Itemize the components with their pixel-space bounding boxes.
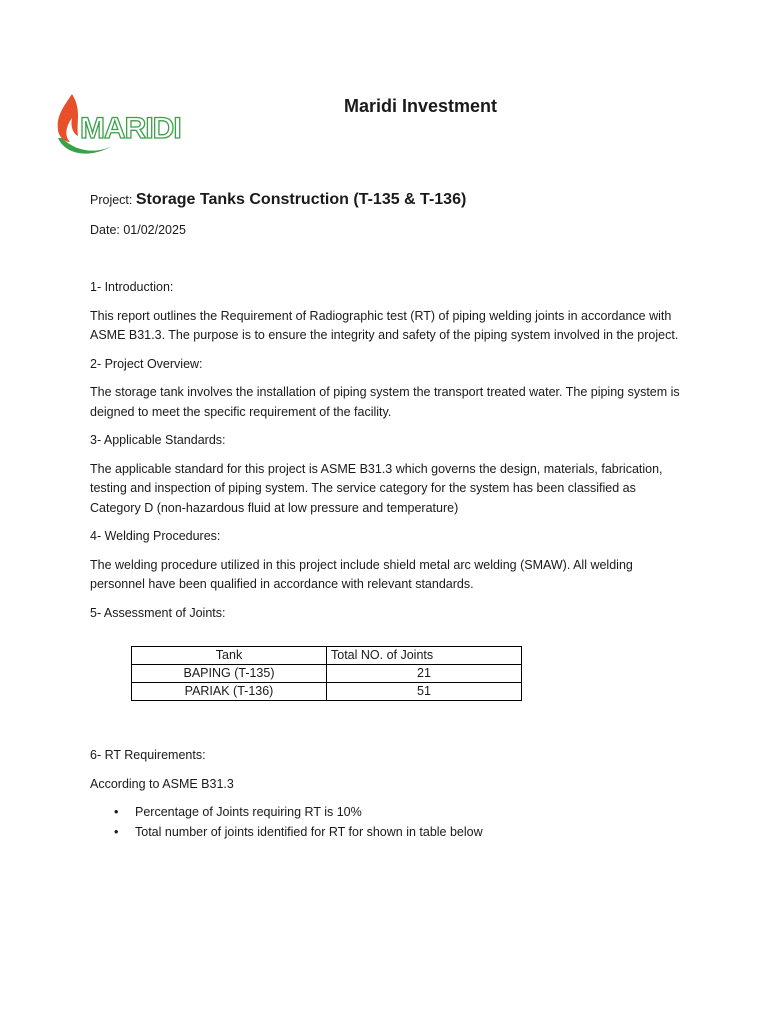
report-date: Date: 01/02/2025	[90, 222, 186, 237]
joints-table	[131, 646, 522, 701]
welding-text: The welding procedure utilized in this project include shield metal arc welding (SMAW). All welding personnel have been qualified in accordance with relevant standards.	[90, 557, 633, 591]
rt-heading: 6- RT Requirements:	[90, 748, 206, 762]
rt-bullet-list	[90, 803, 690, 842]
intro-heading: 1- Introduction:	[90, 280, 174, 294]
standards-heading: 3- Applicable Standards:	[90, 433, 226, 447]
assessment-heading: 5- Assessment of Joints:	[90, 605, 226, 620]
standards-text: The applicable standard for this project is ASME B31.3 which governs the design, materials, fabrication, testing and inspection of piping system. The service category for the system has been classified as Category D (non-hazardous fluid at low pressure and temperature)	[90, 461, 663, 515]
table-cell: 21	[327, 665, 522, 683]
company-title: Maridi Investment	[344, 96, 498, 116]
project-line	[90, 190, 690, 211]
logo-text: MARIDI	[80, 112, 181, 145]
rt-intro: According to ASME B31.3	[90, 776, 234, 791]
welding-heading: 4- Welding Procedures:	[90, 529, 221, 543]
table-row	[132, 665, 522, 683]
project-label: Project:	[90, 193, 136, 207]
table-header-cell: Total NO. of Joints	[327, 647, 522, 665]
table-cell: 51	[327, 683, 522, 701]
table-row	[132, 683, 522, 701]
table-cell: BAPING (T-135)	[132, 665, 327, 683]
maridi-logo	[52, 92, 181, 160]
list-item: • Percentage of Joints requiring RT is 10%	[90, 803, 690, 823]
project-name: Storage Tanks Construction (T-135 & T-136)	[135, 191, 467, 208]
table-cell: PARIAK (T-136)	[132, 683, 327, 701]
table-header-cell: Tank	[132, 647, 327, 665]
report-body	[90, 190, 690, 842]
list-item: • Total number of joints identified for RT for shown in table below	[90, 823, 690, 843]
overview-text: The storage tank involves the installation of piping system the transport treated water. The piping system is deigned to meet the specific requirement of the facility.	[90, 385, 680, 419]
intro-text: This report outlines the Requirement of Radiographic test (RT) of piping welding joints in accordance with ASME B31.3. The purpose is to ensure the integrity and safety of the piping system involved in the project.	[90, 308, 679, 342]
overview-heading: 2- Project Overview:	[90, 356, 203, 371]
table-header-row	[132, 647, 522, 665]
